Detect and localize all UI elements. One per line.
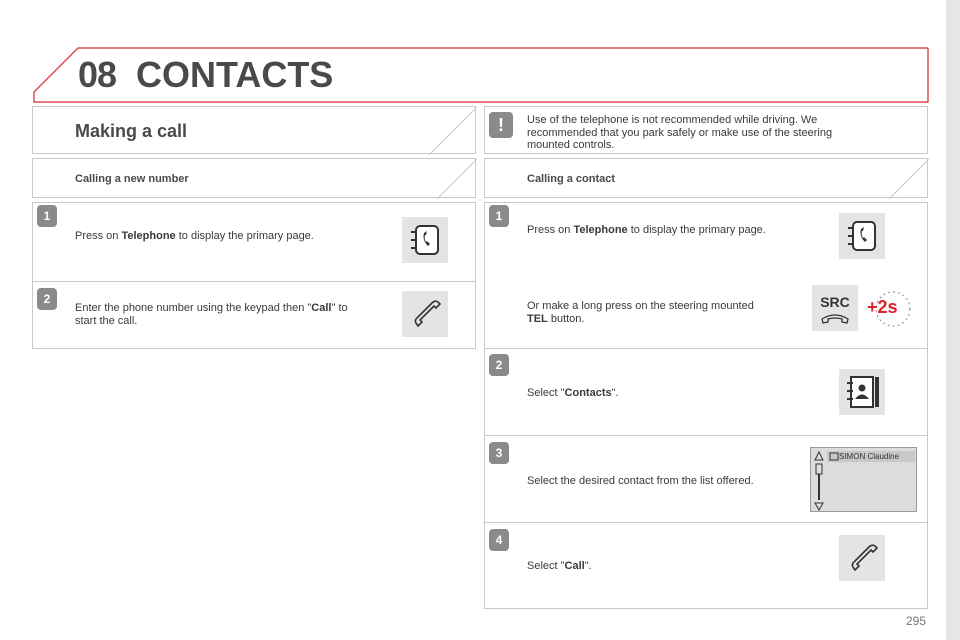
chapter-number: 08 <box>78 54 117 95</box>
page-number: 295 <box>906 614 927 628</box>
call-icon-button <box>402 291 448 337</box>
corner-slash-decoration <box>865 159 929 199</box>
side-tab-bar <box>946 0 960 640</box>
handset-icon <box>812 309 858 327</box>
warning-text: Use of the telephone is not recommended while driving. We recommended that you park safely or make use of the steering mounted controls. <box>527 114 833 151</box>
list-item <box>827 451 915 462</box>
step-text: Enter the phone number using the keypad then "Call" to start the call. <box>75 302 348 327</box>
list-scrollbar-icon <box>811 448 827 511</box>
step-text: Select "Call". <box>527 560 592 572</box>
step-badge: 1 <box>489 205 509 227</box>
telephone-icon-button <box>839 213 885 259</box>
corner-slash-decoration <box>413 159 477 199</box>
handset-icon <box>402 291 448 337</box>
step-text: Select the desired contact from the list offered. <box>527 475 754 487</box>
section-title: Making a call <box>75 121 188 141</box>
contacts-icon <box>839 369 885 415</box>
subheading: Calling a new number <box>75 173 189 185</box>
src-label: SRC <box>820 294 850 310</box>
right-steps-card <box>484 202 928 609</box>
handset-icon <box>839 535 885 581</box>
step-divider <box>33 281 475 282</box>
step-text: Select "Contacts". <box>527 387 619 399</box>
warning-icon: ! <box>489 112 513 138</box>
step-text: Press on Telephone to display the primary page. <box>527 224 766 236</box>
step-divider <box>485 348 927 349</box>
warning-card <box>484 106 928 154</box>
step-badge: 2 <box>489 354 509 376</box>
left-steps-card <box>32 202 476 349</box>
steering-src-button <box>812 285 858 331</box>
right-subheading-card <box>484 158 928 198</box>
step-divider <box>485 435 927 436</box>
step-badge: 2 <box>37 288 57 310</box>
call-icon-button <box>839 535 885 581</box>
step-divider <box>485 522 927 523</box>
step-badge: 3 <box>489 442 509 464</box>
corner-slash-decoration <box>413 107 477 155</box>
left-title-card <box>32 106 476 154</box>
phone-book-icon <box>402 217 448 263</box>
step-badge: 4 <box>489 529 509 551</box>
left-subheading-card <box>32 158 476 198</box>
contacts-icon-button <box>839 369 885 415</box>
contact-card-icon <box>829 452 839 461</box>
chapter-title: CONTACTS <box>136 54 334 95</box>
subheading: Calling a contact <box>527 173 616 185</box>
contact-list-screen <box>810 447 917 512</box>
list-item-label: SIMON Claudine <box>839 452 900 461</box>
phone-book-icon <box>839 213 885 259</box>
step-alt-text: Or make a long press on the steering mounted TEL button. <box>527 300 754 325</box>
step-text: Press on Telephone to display the primary page. <box>75 230 314 242</box>
telephone-icon-button <box>402 217 448 263</box>
hold-duration-label: +2s <box>867 297 898 317</box>
step-badge: 1 <box>37 205 57 227</box>
